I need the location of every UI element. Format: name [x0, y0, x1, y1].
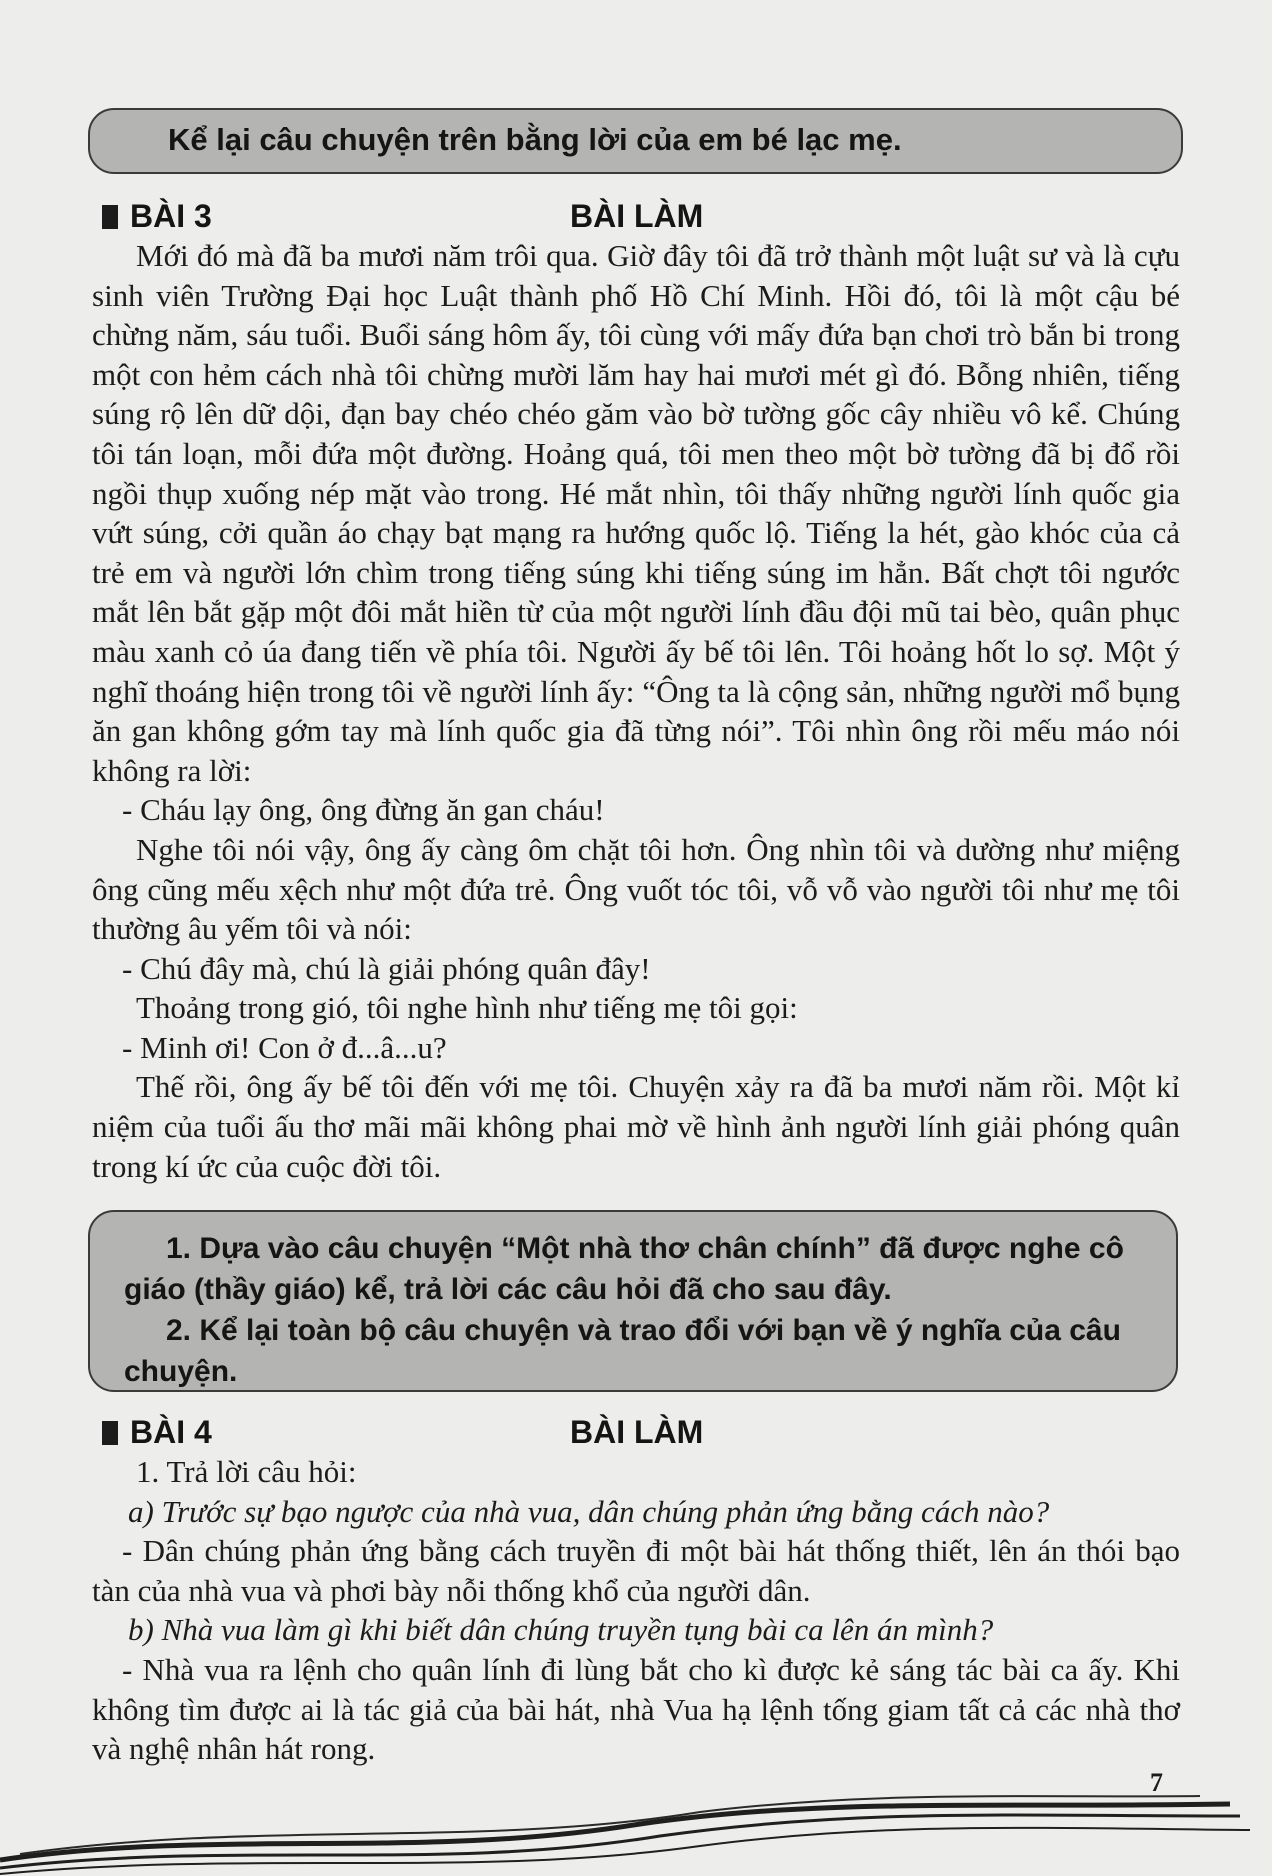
- bai4-question-b: b) Nhà vua làm gì khi biết dân chúng truyền tụng bài ca lên án mình?: [128, 1612, 994, 1648]
- bai3-paragraph: Nghe tôi nói vậy, ông ấy càng ôm chặt tôi hơn. Ông nhìn tôi và dường như miệng ông cũng mếu xệch như một đứa trẻ. Ông vuốt tóc tôi, vỗ vỗ vào người tôi như mẹ tôi thường âu yếm tôi và nói:: [92, 831, 1180, 947]
- bai3-heading: BÀI LÀM: [570, 198, 704, 234]
- bai3-paragraph: Thế rồi, ông ấy bế tôi đến với mẹ tôi. Chuyện xảy ra đã ba mươi năm rồi. Một kỉ niệm của tuổi ấu thơ mãi mãi không phai mờ về hình ảnh người lính giải phóng quân trong kí ức của cuộc đời tôi.: [92, 1069, 1180, 1184]
- bai4-label: BÀI 4: [130, 1414, 212, 1450]
- bai4-heading: BÀI LÀM: [570, 1414, 704, 1450]
- task-box-2-item-2: 2. Kể lại toàn bộ câu chuyện và trao đổi với bạn về ý nghĩa của câu chuyện.: [124, 1314, 1121, 1388]
- bai3-dialogue: - Cháu lạy ông, ông đừng ăn gan cháu!: [122, 792, 605, 828]
- square-bullet-icon: [102, 205, 118, 229]
- wave-decoration-icon: [0, 1790, 1272, 1876]
- bai3-paragraph: Thoảng trong gió, tôi nghe hình như tiếng mẹ tôi gọi:: [136, 990, 798, 1026]
- bai4-header: [94, 1412, 1174, 1456]
- bai4-question-a: a) Trước sự bạo ngược của nhà vua, dân chúng phản ứng bằng cách nào?: [128, 1493, 1050, 1529]
- page-number: 7: [1150, 1768, 1163, 1797]
- task-box-2-item-1: 1. Dựa vào câu chuyện “Một nhà thơ chân chính” đã được nghe cô giáo (thầy giáo) kể, trả lời các câu hỏi đã cho sau đây.: [124, 1232, 1124, 1306]
- bai3-body: [92, 236, 1180, 1186]
- bai4-intro: 1. Trả lời câu hỏi:: [136, 1454, 357, 1489]
- task-box-2: [88, 1210, 1178, 1392]
- task-box-1-text: Kể lại câu chuyện trên bằng lời của em bé lạc mẹ.: [168, 122, 902, 157]
- bai3-label: BÀI 3: [130, 198, 212, 234]
- bai3-dialogue: - Minh ơi! Con ở đ...â...u?: [122, 1029, 447, 1065]
- bai4-answer-b: - Nhà vua ra lệnh cho quân lính đi lùng bắt cho kì được kẻ sáng tác bài ca ấy. Khi không tìm được ai là tác giả của bài hát, nhà Vua hạ lệnh tống giam tất cả các nhà thơ và nghệ nhân hát rong.: [92, 1651, 1180, 1767]
- bai4-body: [92, 1452, 1180, 1769]
- task-box-1: [88, 108, 1183, 174]
- bai3-dialogue: - Chú đây mà, chú là giải phóng quân đây!: [122, 950, 651, 986]
- bai3-header: [94, 196, 1174, 240]
- bai3-paragraph: Mới đó mà đã ba mươi năm trôi qua. Giờ đây tôi đã trở thành một luật sư và là cựu sinh viên Trường Đại học Luật thành phố Hồ Chí Minh. Hồi đó, tôi là một cậu bé chừng năm, sáu tuổi. Buổi sáng hôm ấy, tôi cùng với mấy đứa bạn chơi trò bắn bi trong một con hẻm cách nhà tôi chừng mười lăm hay hai mươi mét gì đó. Bỗng nhiên, tiếng súng rộ lên dữ dội, đạn bay chéo chéo găm vào bờ tường gốc cây nhiều vô kể. Chúng tôi tán loạn, mỗi đứa một đường. Hoảng quá, tôi men theo một bờ tường đã bị đổ rồi ngồi thụp xuống nép mặt vào trong. Hé mắt nhìn, tôi thấy những người lính quốc gia vứt súng, cởi quần áo chạy bạt mạng ra hướng quốc lộ. Tiếng la hét, gào khóc của cả trẻ em và người lớn chìm trong tiếng súng khi tiếng súng im hẳn. Bất chợt tôi ngước mắt lên bắt gặp một đôi mắt hiền từ của một người lính đầu đội mũ tai bèo, quân phục màu xanh cỏ úa đang tiến về phía tôi. Người ấy bế tôi lên. Tôi hoảng hốt lo sợ. Một ý nghĩ thoáng hiện trong tôi về người lính ấy: “Ông ta là cộng sản, những người mổ bụng ăn gan không gớm tay mà lính quốc gia đã từng nói”. Tôi nhìn ông rồi mếu máo nói không ra lời:: [92, 238, 1180, 788]
- square-bullet-icon: [102, 1421, 118, 1445]
- bai4-answer-a: - Dân chúng phản ứng bằng cách truyền đi một bài hát thống thiết, lên án thói bạo tàn của nhà vua và phơi bày nỗi thống khổ của người dân.: [92, 1533, 1180, 1608]
